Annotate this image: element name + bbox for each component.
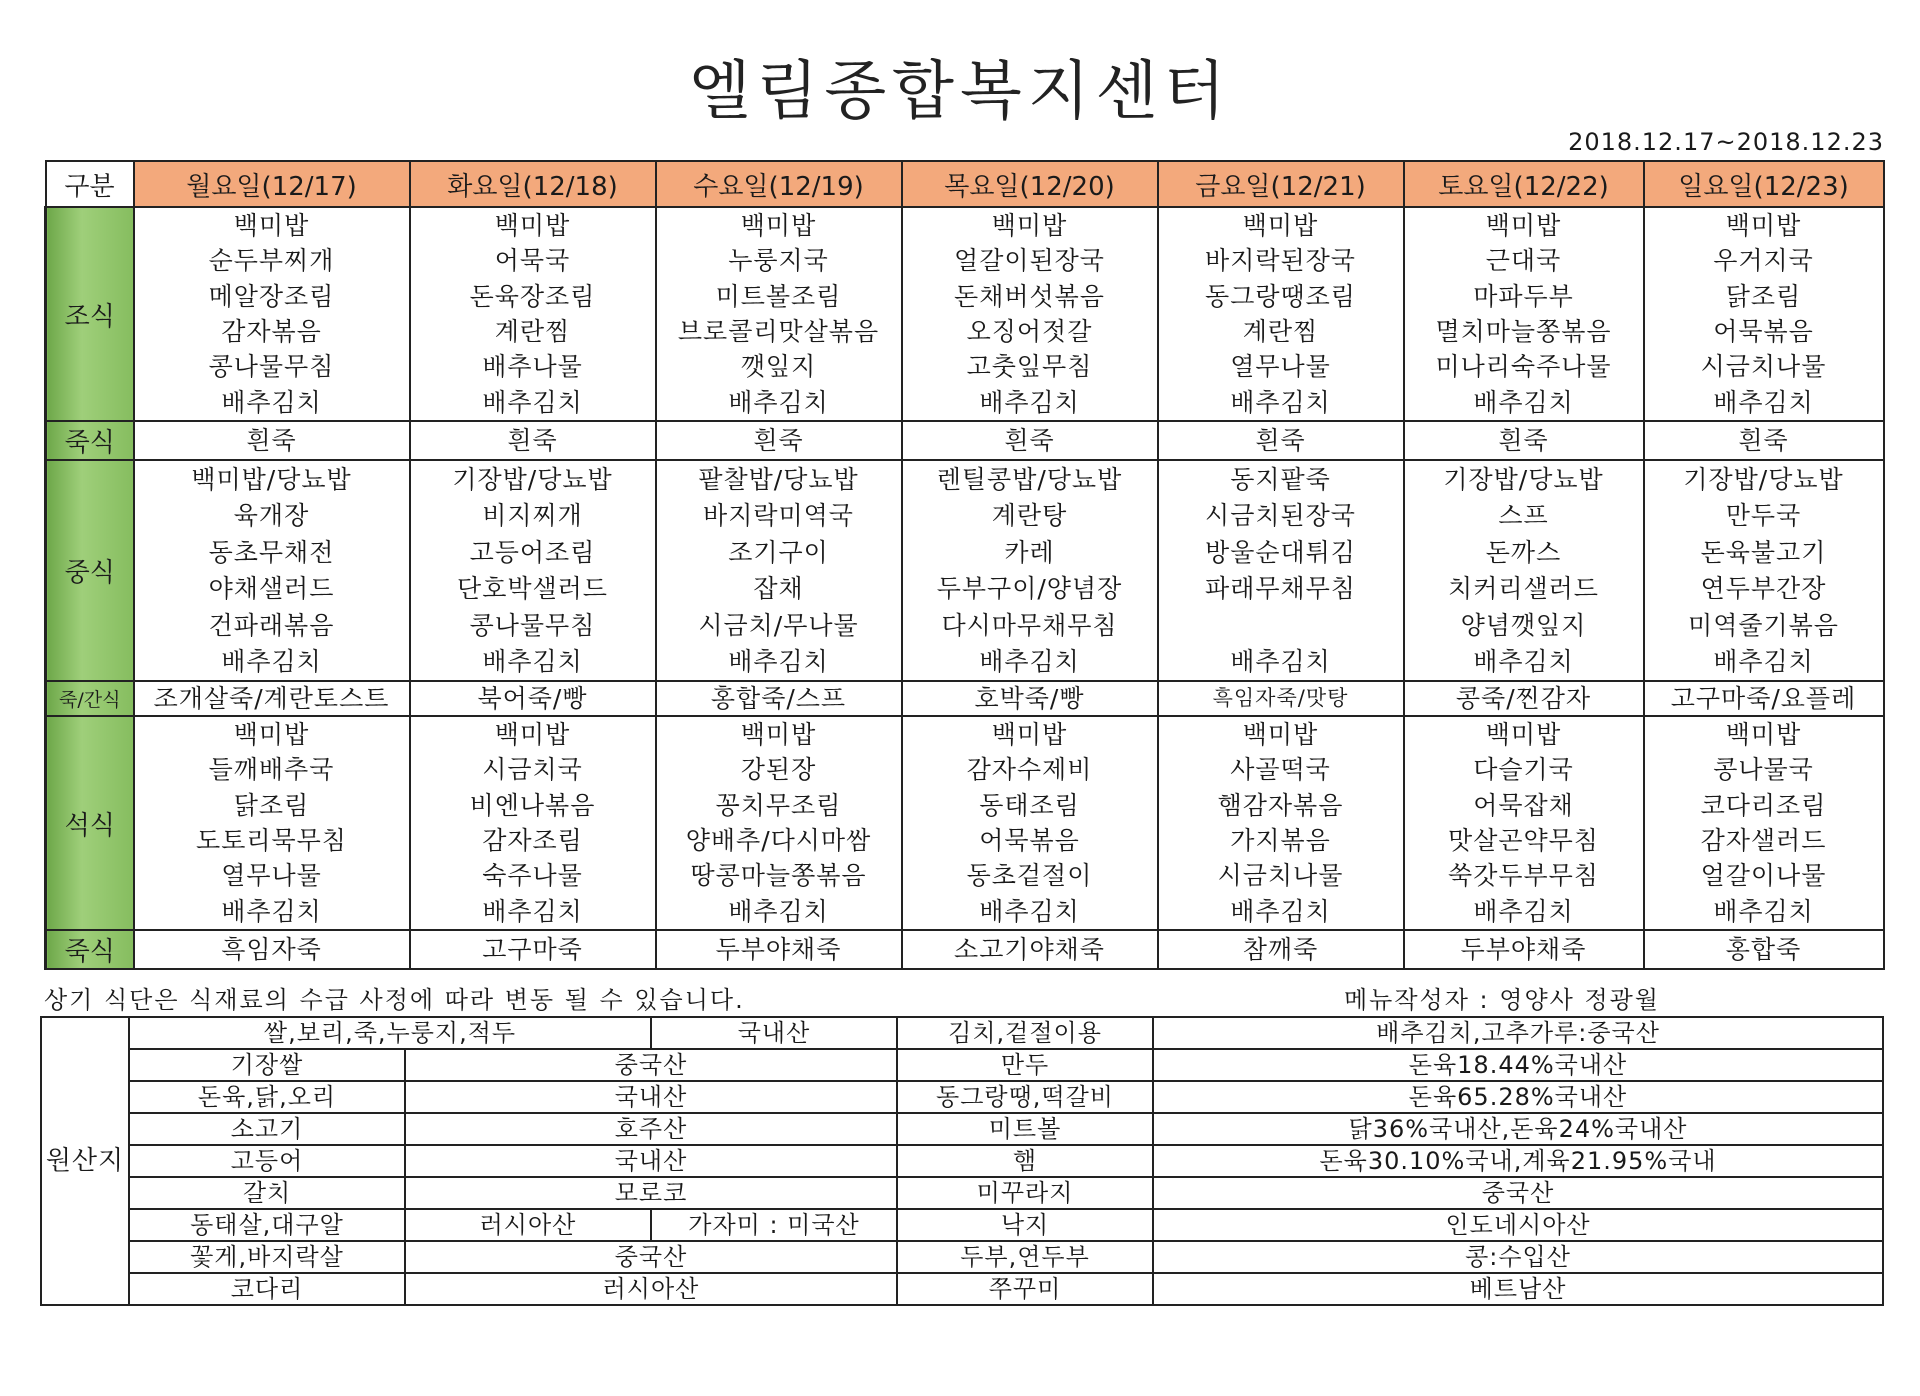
menu-item: 배추김치 [1713, 896, 1814, 926]
menu-item: 방울순대튀김 [1205, 537, 1356, 567]
origin-row [41, 1145, 1883, 1177]
menu-item: 흰죽 [134, 421, 410, 460]
menu-item: 배추김치 [728, 387, 829, 417]
menu-item: 배추김치 [1473, 896, 1574, 926]
menu-item: 배추김치 [728, 896, 829, 926]
menu-item: 순두부찌개 [208, 246, 335, 276]
menu-item-list [657, 717, 901, 929]
menu-item: 잡채 [753, 574, 804, 604]
weekly-menu-table [44, 160, 1885, 970]
menu-item: 백미밥 [1725, 720, 1802, 750]
origin-extra: 가자미 : 미국산 [651, 1209, 897, 1241]
origin-item: 미꾸라지 [897, 1177, 1153, 1209]
menu-item: 콩나물무침 [208, 352, 335, 382]
menu-item-list [1405, 717, 1643, 929]
menu-item: 햄감자볶음 [1217, 790, 1344, 820]
menu-item: 흑임자죽 [134, 930, 410, 969]
menu-item: 홍합죽 [1644, 930, 1884, 969]
menu-item: 육개장 [233, 501, 310, 531]
menu-item: 비지찌개 [482, 501, 583, 531]
origin-item: 꽃게,바지락살 [129, 1241, 405, 1273]
menu-item: 흰죽 [1404, 421, 1644, 460]
origin-item: 갈치 [129, 1177, 405, 1209]
origin-country: 돈육18.44%국내산 [1153, 1049, 1883, 1081]
origin-item: 쭈꾸미 [897, 1273, 1153, 1305]
menu-cell [410, 460, 656, 681]
menu-item: 배추김치 [221, 647, 322, 677]
menu-item-list [903, 208, 1157, 420]
menu-item: 감자샐러드 [1700, 826, 1827, 856]
menu-item: 미나리숙주나물 [1435, 352, 1612, 382]
menu-author: 메뉴작성자 : 영양사 정광월 [1344, 986, 1660, 1014]
menu-item-list [135, 461, 409, 680]
origin-item: 소고기 [129, 1113, 405, 1145]
menu-item: 파래무채무침 [1205, 574, 1356, 604]
menu-item: 사골떡국 [1230, 755, 1331, 785]
meal-label [46, 207, 134, 421]
menu-item-list [1159, 461, 1403, 680]
menu-item: 바지락미역국 [703, 501, 854, 531]
origin-row [41, 1241, 1883, 1273]
origin-country: 베트남산 [1153, 1273, 1883, 1305]
menu-cell [656, 207, 902, 421]
origin-row [41, 1017, 1883, 1049]
menu-item: 맛살곤약무침 [1448, 826, 1599, 856]
menu-item-list [903, 461, 1157, 680]
menu-item: 백미밥 [494, 211, 571, 241]
menu-item: 동지팥죽 [1230, 464, 1331, 494]
menu-item: 스프 [1498, 501, 1549, 531]
menu-item: 고구마죽 [410, 930, 656, 969]
menu-item: 백미밥 [494, 720, 571, 750]
menu-item: 야채샐러드 [208, 574, 335, 604]
menu-item: 백미밥 [991, 211, 1068, 241]
menu-item: 배추김치 [482, 896, 583, 926]
header-row [46, 161, 1884, 207]
meal-row [46, 930, 1884, 969]
menu-item: 배추김치 [728, 647, 829, 677]
origin-country: 중국산 [405, 1049, 897, 1081]
menu-cell [410, 716, 656, 930]
origin-country: 콩:수입산 [1153, 1241, 1883, 1273]
menu-item: 소고기야채죽 [902, 930, 1158, 969]
menu-item: 백미밥 [991, 720, 1068, 750]
notice-text: 상기 식단은 식재료의 수급 사정에 따라 변동 될 수 있습니다. [44, 986, 745, 1014]
menu-item-list [411, 717, 655, 929]
day-header: 토요일(12/22) [1404, 161, 1644, 207]
menu-item-list [1405, 461, 1643, 680]
menu-item: 배추김치 [979, 647, 1080, 677]
menu-item: 시금치나물 [1217, 861, 1344, 891]
menu-cell [1644, 460, 1884, 681]
meal-row [46, 207, 1884, 421]
origin-country: 중국산 [1153, 1177, 1883, 1209]
menu-item: 감자수제비 [966, 755, 1093, 785]
menu-item: 고구마죽/요플레 [1644, 681, 1884, 716]
menu-item: 닭조림 [1725, 281, 1802, 311]
menu-cell [1644, 207, 1884, 421]
menu-item: 배추김치 [979, 896, 1080, 926]
menu-item: 카레 [1004, 537, 1055, 567]
menu-item: 참깨죽 [1158, 930, 1404, 969]
menu-item: 메알장조림 [208, 281, 335, 311]
menu-item: 치커리샐러드 [1448, 574, 1599, 604]
menu-item-list [903, 717, 1157, 929]
origin-row [41, 1081, 1883, 1113]
menu-item: 바지락된장국 [1205, 246, 1356, 276]
menu-item: 건파래볶음 [208, 610, 335, 640]
menu-item: 쑥갓두부무침 [1448, 861, 1599, 891]
menu-item: 다슬기국 [1473, 755, 1574, 785]
menu-item: 백미밥 [233, 720, 310, 750]
menu-item: 양배추/다시마쌈 [685, 826, 872, 856]
menu-item: 땅콩마늘쫑볶음 [690, 861, 867, 891]
menu-item: 백미밥 [1485, 211, 1562, 241]
menu-item: 깻잎지 [740, 352, 817, 382]
menu-item: 돈육불고기 [1700, 537, 1827, 567]
menu-item: 어묵국 [494, 246, 571, 276]
origin-item: 기장쌀 [129, 1049, 405, 1081]
menu-item: 기장밥/당뇨밥 [452, 464, 613, 494]
day-header: 일요일(12/23) [1644, 161, 1884, 207]
menu-item: 미트볼조림 [715, 281, 842, 311]
menu-item: 두부야채죽 [1404, 930, 1644, 969]
menu-item: 열무나물 [221, 861, 322, 891]
menu-item: 누룽지국 [728, 246, 829, 276]
origin-country: 국내산 [651, 1017, 897, 1049]
menu-item: 돈육장조림 [469, 281, 596, 311]
menu-item-list [1405, 208, 1643, 420]
menu-item: 미역줄기볶음 [1688, 610, 1839, 640]
menu-item-list [1159, 208, 1403, 420]
origin-country: 인도네시아산 [1153, 1209, 1883, 1241]
menu-item-list [411, 461, 655, 680]
origin-row [41, 1273, 1883, 1305]
meal-row [46, 681, 1884, 716]
menu-cell [134, 716, 410, 930]
meal-label [46, 421, 134, 460]
menu-item: 어묵볶음 [1713, 317, 1814, 347]
day-header: 금요일(12/21) [1158, 161, 1404, 207]
origin-label: 원산지 [41, 1017, 129, 1305]
menu-item: 북어죽/빵 [410, 681, 656, 716]
menu-item: 콩나물무침 [469, 610, 596, 640]
origin-country: 러시아산 [405, 1273, 897, 1305]
menu-item: 들깨배추국 [208, 755, 335, 785]
meal-row [46, 716, 1884, 930]
menu-item: 만두국 [1725, 501, 1802, 531]
origin-country: 국내산 [405, 1145, 897, 1177]
meal-label-text: 석식 [64, 810, 115, 841]
header-corner: 구분 [46, 161, 134, 207]
menu-item: 계란찜 [494, 317, 571, 347]
menu-item: 숙주나물 [482, 861, 583, 891]
meal-label-text: 조식 [64, 301, 115, 332]
menu-item-list [657, 461, 901, 680]
menu-item: 비엔나볶음 [469, 790, 596, 820]
menu-item: 배추김치 [482, 387, 583, 417]
menu-item: 양념깻잎지 [1460, 610, 1587, 640]
menu-item: 홍합죽/스프 [656, 681, 902, 716]
origin-item: 미트볼 [897, 1113, 1153, 1145]
menu-item: 배추김치 [1230, 896, 1331, 926]
menu-item: 배추김치 [221, 387, 322, 417]
menu-item: 오징어젓갈 [966, 317, 1093, 347]
menu-cell [902, 716, 1158, 930]
origin-item: 만두 [897, 1049, 1153, 1081]
menu-item: 배추김치 [1473, 647, 1574, 677]
menu-cell [1644, 716, 1884, 930]
menu-cell [1404, 207, 1644, 421]
meal-label [46, 930, 134, 969]
menu-item: 도토리묵무침 [196, 826, 347, 856]
menu-item: 배추김치 [1230, 647, 1331, 677]
menu-item: 계란찜 [1242, 317, 1319, 347]
menu-item: 백미밥/당뇨밥 [191, 464, 352, 494]
menu-item: 흰죽 [902, 421, 1158, 460]
menu-item: 콩죽/찐감자 [1404, 681, 1644, 716]
menu-item: 배추나물 [482, 352, 583, 382]
menu-item: 백미밥 [740, 720, 817, 750]
origin-country: 돈육30.10%국내,계육21.95%국내 [1153, 1145, 1883, 1177]
menu-item: 백미밥 [1485, 720, 1562, 750]
menu-cell [902, 460, 1158, 681]
origin-item: 고등어 [129, 1145, 405, 1177]
menu-item-list [1645, 461, 1883, 680]
origin-table [40, 1016, 1884, 1306]
meal-label-text: 중식 [64, 558, 115, 588]
menu-item: 멸치마늘쫑볶음 [1435, 317, 1612, 347]
origin-item: 두부,연두부 [897, 1241, 1153, 1273]
menu-item: 백미밥 [233, 211, 310, 241]
menu-item: 배추김치 [979, 387, 1080, 417]
menu-item: 기장밥/당뇨밥 [1683, 464, 1844, 494]
day-header: 월요일(12/17) [134, 161, 410, 207]
menu-item: 단호박샐러드 [457, 574, 608, 604]
menu-cell [1404, 460, 1644, 681]
menu-cell [134, 460, 410, 681]
menu-item: 우거지국 [1713, 246, 1814, 276]
meal-label-text: 죽/간식 [59, 689, 121, 711]
menu-item [1159, 608, 1403, 643]
menu-item: 조개살죽/계란토스트 [134, 681, 410, 716]
menu-item: 어묵잡채 [1473, 790, 1574, 820]
menu-item: 두부구이/양념장 [936, 574, 1123, 604]
meal-label [46, 681, 134, 716]
menu-item: 흰죽 [410, 421, 656, 460]
origin-country: 러시아산 [405, 1209, 651, 1241]
meal-label-text: 죽식 [64, 937, 115, 967]
menu-item: 시금치나물 [1700, 352, 1827, 382]
menu-item: 꽁치무조림 [715, 790, 842, 820]
origin-item: 동그랑땡,떡갈비 [897, 1081, 1153, 1113]
origin-country: 모로코 [405, 1177, 897, 1209]
menu-item-list [1645, 208, 1883, 420]
menu-item: 감자조림 [482, 826, 583, 856]
menu-item: 열무나물 [1230, 352, 1331, 382]
origin-row [41, 1113, 1883, 1145]
origin-country: 국내산 [405, 1081, 897, 1113]
menu-item: 감자볶음 [221, 317, 322, 347]
menu-item: 마파두부 [1473, 281, 1574, 311]
meal-row [46, 460, 1884, 681]
page-title: 엘림종합복지센터 [688, 55, 1232, 129]
day-header: 화요일(12/18) [410, 161, 656, 207]
origin-item: 쌀,보리,죽,누룽지,적두 [129, 1017, 651, 1049]
menu-item: 콩나물국 [1713, 755, 1814, 785]
menu-item: 흰죽 [656, 421, 902, 460]
origin-country: 중국산 [405, 1241, 897, 1273]
menu-item: 팥찰밥/당뇨밥 [698, 464, 859, 494]
origin-country: 돈육65.28%국내산 [1153, 1081, 1883, 1113]
origin-row [41, 1209, 1883, 1241]
menu-item: 시금치국 [482, 755, 583, 785]
menu-item: 근대국 [1485, 246, 1562, 276]
menu-item: 백미밥 [1242, 211, 1319, 241]
menu-item: 렌틸콩밥/당뇨밥 [936, 464, 1123, 494]
menu-cell [134, 207, 410, 421]
menu-item: 백미밥 [1725, 211, 1802, 241]
meal-label [46, 460, 134, 681]
origin-item: 낙지 [897, 1209, 1153, 1241]
menu-item: 기장밥/당뇨밥 [1443, 464, 1604, 494]
origin-item: 돈육,닭,오리 [129, 1081, 405, 1113]
menu-item-list [1645, 717, 1883, 929]
menu-cell [656, 716, 902, 930]
menu-cell [1158, 207, 1404, 421]
menu-item: 조기구이 [728, 537, 829, 567]
menu-item: 백미밥 [740, 211, 817, 241]
menu-item: 배추김치 [1713, 647, 1814, 677]
menu-item: 배추김치 [1230, 387, 1331, 417]
menu-item: 배추김치 [482, 647, 583, 677]
menu-item-list [135, 208, 409, 420]
menu-cell [1404, 716, 1644, 930]
menu-item: 돈까스 [1485, 537, 1562, 567]
menu-item: 흰죽 [1644, 421, 1884, 460]
menu-item: 시금치된장국 [1205, 501, 1356, 531]
menu-item: 배추김치 [1713, 387, 1814, 417]
meal-row [46, 421, 1884, 460]
menu-item: 배추김치 [221, 896, 322, 926]
menu-item-list [135, 717, 409, 929]
origin-item: 동태살,대구알 [129, 1209, 405, 1241]
menu-item: 강된장 [740, 755, 817, 785]
menu-cell [1158, 716, 1404, 930]
menu-item: 동그랑땡조림 [1205, 281, 1356, 311]
menu-item: 닭조림 [233, 790, 310, 820]
menu-item: 동태조림 [979, 790, 1080, 820]
menu-cell [410, 207, 656, 421]
origin-country: 닭36%국내산,돈육24%국내산 [1153, 1113, 1883, 1145]
menu-item-list [411, 208, 655, 420]
menu-item: 동초무채전 [208, 537, 335, 567]
origin-item: 햄 [897, 1145, 1153, 1177]
menu-item: 코다리조림 [1700, 790, 1827, 820]
menu-item-list [1159, 717, 1403, 929]
meal-label [46, 716, 134, 930]
menu-item: 브로콜리맛살볶음 [677, 317, 880, 347]
menu-item: 고등어조림 [469, 537, 596, 567]
origin-item: 코다리 [129, 1273, 405, 1305]
menu-item: 두부야채죽 [656, 930, 902, 969]
day-header: 목요일(12/20) [902, 161, 1158, 207]
menu-item: 흰죽 [1158, 421, 1404, 460]
menu-item: 얼갈이된장국 [954, 246, 1105, 276]
date-range: 2018.12.17~2018.12.23 [1568, 128, 1884, 156]
menu-cell [1158, 460, 1404, 681]
menu-item: 배추김치 [1473, 387, 1574, 417]
menu-item: 돈채버섯볶음 [954, 281, 1105, 311]
origin-row [41, 1177, 1883, 1209]
menu-item: 고춧잎무침 [966, 352, 1093, 382]
origin-country: 호주산 [405, 1113, 897, 1145]
day-header: 수요일(12/19) [656, 161, 902, 207]
menu-item: 어묵볶음 [979, 826, 1080, 856]
menu-item: 백미밥 [1242, 720, 1319, 750]
menu-item: 연두부간장 [1700, 574, 1827, 604]
meal-label-text: 죽식 [64, 428, 115, 458]
menu-item: 다시마무채무침 [941, 610, 1118, 640]
origin-country: 배추김치,고추가루:중국산 [1153, 1017, 1883, 1049]
origin-item: 김치,겉절이용 [897, 1017, 1153, 1049]
menu-item: 계란탕 [991, 501, 1068, 531]
menu-item: 동초겉절이 [966, 861, 1093, 891]
menu-cell [656, 460, 902, 681]
menu-cell [902, 207, 1158, 421]
menu-item-list [657, 208, 901, 420]
origin-row [41, 1049, 1883, 1081]
menu-item: 흑임자죽/맛탕 [1158, 681, 1404, 716]
menu-item: 얼갈이나물 [1700, 861, 1827, 891]
menu-item: 가지볶음 [1230, 826, 1331, 856]
menu-item: 호박죽/빵 [902, 681, 1158, 716]
menu-item: 시금치/무나물 [698, 610, 859, 640]
